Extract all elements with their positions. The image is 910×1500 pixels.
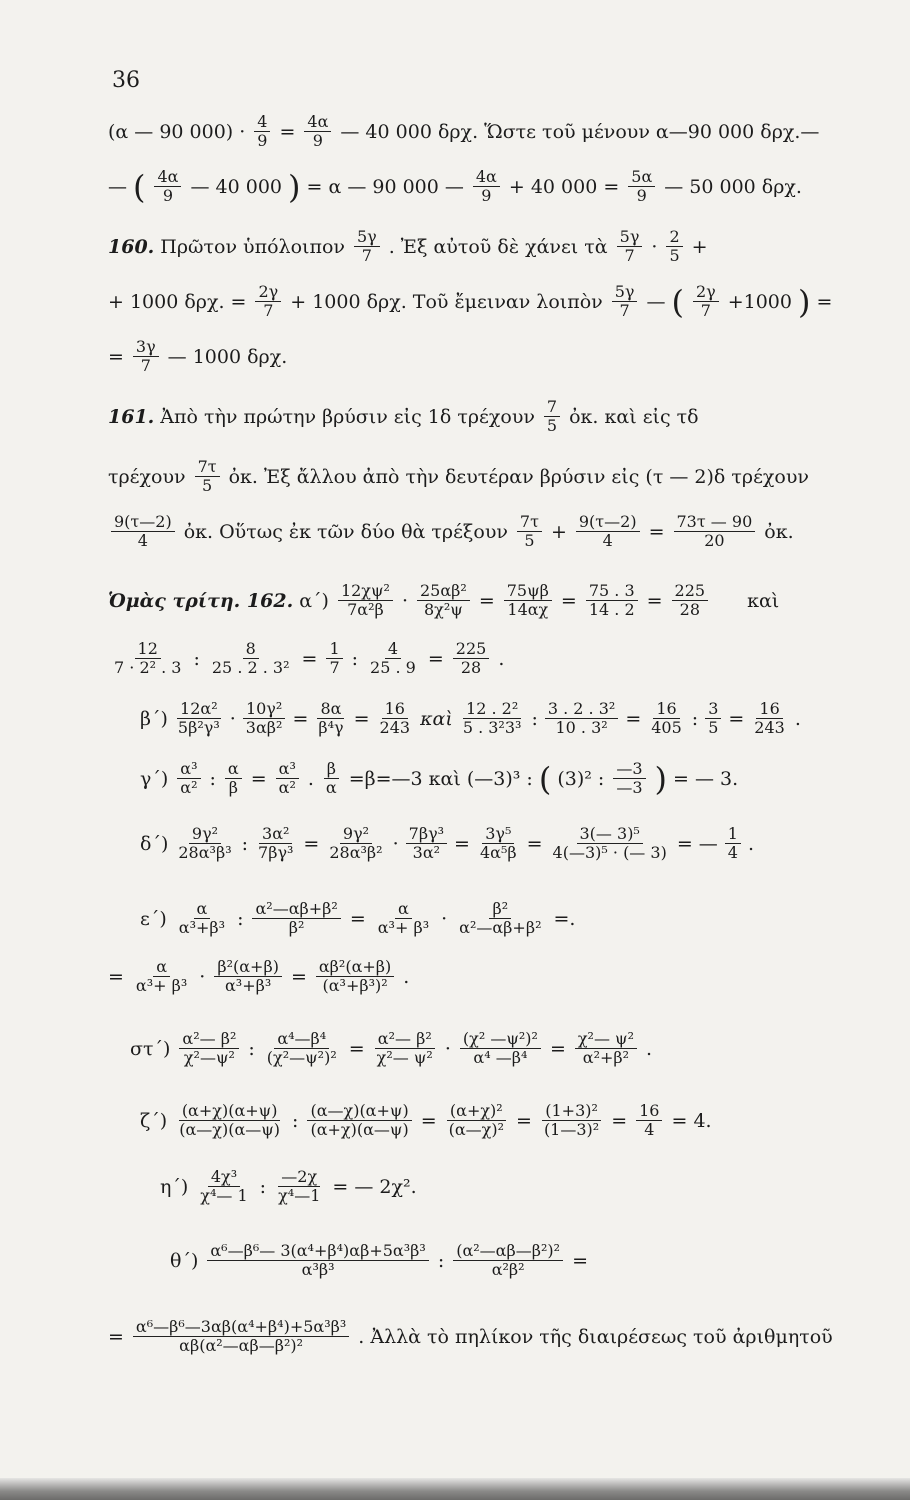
equals: = <box>349 907 366 930</box>
paren: ( <box>538 759 552 798</box>
equals: = <box>516 1109 532 1132</box>
colon: : <box>241 832 249 855</box>
text: (α — 90 000) · <box>108 120 246 143</box>
text: — <box>646 290 666 313</box>
fraction: $\frac{16}{4}$ <box>636 1102 662 1140</box>
text: + 1000 δρχ. Τοῦ ἔμειναν λοιπὸν <box>290 290 603 313</box>
colon: : <box>691 707 699 730</box>
fraction: $\frac{\alpha}{\text{α³+β³}}$ <box>178 899 226 938</box>
line-14 <box>140 900 890 938</box>
fraction: $\frac{5\gamma}{7}$ <box>354 228 380 266</box>
equals: = <box>646 589 663 612</box>
equals: = <box>108 1325 124 1348</box>
line-9 <box>108 582 890 620</box>
fraction: $\frac{8}{\text{25 . 2 . 3²}}$ <box>211 639 290 678</box>
fraction: $\frac{4}{9}$ <box>254 113 270 151</box>
fraction: $\frac{\text{10γ²}}{\text{3αβ²}}$ <box>243 700 286 738</box>
line-7 <box>108 458 890 496</box>
text: — <box>108 175 127 198</box>
text: Πρῶτον ὑπόλοιπον <box>160 235 345 258</box>
text: + 1000 δρχ. = <box>108 290 247 313</box>
paren: ) <box>797 282 811 321</box>
fraction: $\frac{\text{(χ² —ψ²)²}}{\text{α⁴ —β⁴}}$ <box>460 1030 541 1068</box>
fraction: $\frac{—3}{—3}$ <box>613 760 645 798</box>
colon: : <box>193 647 200 670</box>
part-label: γ΄) <box>140 767 169 790</box>
dot: · <box>229 707 236 730</box>
fraction: $\frac{\text{3α²}}{\text{7βγ³}}$ <box>258 824 294 863</box>
problem-label: 161. <box>108 405 155 428</box>
fraction: $\frac{\text{3 . 2 . 3²}}{\text{10 . 3²}}$ <box>545 700 618 738</box>
fraction: $\frac{4\alpha}{9}$ <box>473 168 500 206</box>
fraction: $\frac{12}{\text{7 · 2² . 3}}$ <box>114 639 182 678</box>
paren: ( <box>133 167 146 206</box>
fraction: $\frac{8\alpha}{\text{β⁴γ}}$ <box>318 699 344 738</box>
fraction: $\frac{\alpha}{\text{α³+ β³}}$ <box>377 899 430 938</box>
dot: · <box>401 589 408 612</box>
colon: : <box>531 707 538 730</box>
fraction: $\frac{\text{7βγ³}}{\text{3α²}}$ <box>406 825 447 863</box>
fraction: $\frac{73\tau — 90}{20}$ <box>674 513 756 551</box>
line-17 <box>140 1102 890 1140</box>
text: ὀκ. Ἐξ ἄλλου ἀπὸ τὴν δευτέραν βρύσιν εἰς (τ — 2)δ τρέχουν <box>228 465 809 488</box>
fraction: $\frac{7}{5}$ <box>544 398 560 436</box>
text: Ἀπὸ τὴν πρώτην βρύσιν εἰς 1δ τρέχουν <box>160 405 535 428</box>
line-10 <box>108 640 890 678</box>
problem-label: 160. <box>108 235 155 258</box>
equals: = <box>454 832 470 855</box>
fraction: $\frac{\text{(1+3)²}}{\text{(1—3)²}}$ <box>543 1101 600 1140</box>
fraction: $\frac{(\alpha+\chi)(\alpha+\psi)}{(\alpha—\chi)(\alpha—\psi)}$ <box>179 1101 281 1140</box>
fraction: $\frac{\beta}{\alpha}$ <box>323 760 340 798</box>
text: . <box>794 707 801 730</box>
equals: = <box>290 965 307 988</box>
equals: = <box>427 647 444 670</box>
fraction: $\frac{(\alpha—\chi)(\alpha+\psi)}{(\alpha+\chi)(\alpha—\psi)}$ <box>307 1102 411 1140</box>
line-1 <box>108 113 890 151</box>
fraction: $\frac{\text{12α²}}{\text{5β²γ³}}$ <box>177 699 220 738</box>
text: ὀκ. καὶ εἰς τδ <box>569 405 699 428</box>
text: . <box>403 965 410 988</box>
equals: = <box>353 707 370 730</box>
fraction: $\frac{\alpha}{\beta}$ <box>225 760 242 798</box>
page-number: 36 <box>112 68 140 93</box>
fraction: $\frac{\text{αβ²(α+β)}}{\text{(α³+β³)²}}$ <box>316 958 394 996</box>
fraction: $\frac{75\psi\beta}{14\alpha\chi}$ <box>504 582 552 620</box>
fraction: $\frac{7\tau}{5}$ <box>517 513 542 551</box>
part-label: στ΄) <box>130 1037 171 1060</box>
equals: = <box>526 832 543 855</box>
equals: = <box>292 707 309 730</box>
equals: = — <box>676 832 718 855</box>
part-label: β΄) <box>140 707 168 730</box>
line-5 <box>108 338 890 376</box>
line-6 <box>108 398 890 436</box>
text: + 40 000 = <box>508 175 620 198</box>
equals: = <box>348 1037 365 1060</box>
fraction: $\frac{4}{25 . 9}$ <box>370 639 416 678</box>
line-2 <box>108 168 890 206</box>
dot: · <box>199 965 206 988</box>
line-3 <box>108 228 890 266</box>
line-15 <box>108 958 890 996</box>
fraction: $\frac{\text{12χψ²}}{\text{7α²β}}$ <box>338 582 393 620</box>
fraction: $\frac{75 . 3}{14 . 2}$ <box>586 582 638 620</box>
fraction: $\frac{\text{α⁴—β⁴}}{\text{(χ²—ψ²)²}}$ <box>266 1029 337 1068</box>
part-label: ζ΄) <box>140 1109 168 1132</box>
part-label: θ΄) <box>170 1249 199 1272</box>
fraction: $\frac{\text{β²(α+β)}}{\text{α³+β³}}$ <box>214 958 282 996</box>
text: + <box>691 235 708 258</box>
line-20 <box>108 1318 890 1356</box>
colon: : <box>437 1249 445 1272</box>
line-19 <box>170 1242 890 1280</box>
plus: + <box>550 520 567 543</box>
fraction: $\frac{3}{5}$ <box>705 700 721 738</box>
part-label: ε΄) <box>140 907 167 930</box>
fraction: $\frac{9(\tau—2)}{4}$ <box>576 513 640 551</box>
fraction: $\frac{5\gamma}{7}$ <box>617 228 643 266</box>
text: — 50 000 δρχ. <box>664 175 802 198</box>
colon: : <box>209 767 216 790</box>
fraction: $\frac{\text{4χ³}}{\text{χ⁴— 1}}$ <box>200 1167 248 1206</box>
colon: : <box>351 647 359 670</box>
fraction: $\frac{\text{9γ²}}{\text{28α³β²}}$ <box>329 824 383 863</box>
text: καὶ <box>420 707 453 730</box>
fraction: $\frac{1}{4}$ <box>725 825 741 863</box>
line-18 <box>160 1168 890 1206</box>
text: =β=—3 καὶ (—3)³ : <box>348 767 533 790</box>
colon: : <box>259 1175 267 1198</box>
equals: = <box>549 1037 566 1060</box>
fraction: $\frac{16}{243}$ <box>754 699 785 738</box>
text: = <box>816 290 833 313</box>
fraction: $\frac{16}{243}$ <box>379 699 411 738</box>
equals: = <box>478 589 495 612</box>
line-8 <box>108 513 890 551</box>
line-16 <box>130 1030 890 1068</box>
equals: = <box>728 707 745 730</box>
line-11 <box>140 700 890 738</box>
fraction: $\frac{\text{3γ⁵}}{\text{4α⁵β}}$ <box>479 824 517 863</box>
fraction: $\frac{\text{(α²—αβ—β²)²}}{\text{α²β²}}$ <box>453 1242 563 1280</box>
text: = — 2χ². <box>332 1175 417 1198</box>
fraction: $\frac{\text{25αβ²}}{\text{8χ²ψ}}$ <box>417 582 470 620</box>
equals: = <box>560 589 577 612</box>
text: ὀκ. <box>764 520 794 543</box>
dot: · <box>392 832 399 855</box>
dot: · <box>444 1037 451 1060</box>
fraction: $\frac{\text{α²— β²}}{\text{χ²— ψ²}}$ <box>376 1029 433 1068</box>
fraction: $\frac{\text{3(— 3)⁵}}{\text{4(—3)⁵ · (— 3)}}$ <box>552 824 667 863</box>
fraction: $\frac{\text{α³}}{\text{α²}}$ <box>276 760 299 798</box>
line-4 <box>108 283 890 321</box>
fraction: $\frac{2\gamma}{7}$ <box>693 283 719 321</box>
colon: : <box>248 1037 255 1060</box>
text: τρέχουν <box>108 465 186 488</box>
text: = 4. <box>671 1109 712 1132</box>
scan-edge <box>0 1478 910 1500</box>
equals: = <box>420 1109 437 1132</box>
part-label: δ΄) <box>140 832 169 855</box>
text: . Ἐξ αὐτοῦ δὲ χάνει τὰ <box>388 235 608 258</box>
equals: = <box>301 647 318 670</box>
fraction: $\frac{\text{12 . 2²}}{\text{5 . 3²3³}}$ <box>462 699 522 738</box>
fraction: $\frac{4\alpha}{9}$ <box>154 168 181 206</box>
paren: ) <box>288 167 301 206</box>
part-label: α΄) <box>299 589 329 612</box>
fraction: $\frac{5\alpha}{9}$ <box>628 168 655 206</box>
fraction: $\frac{2\gamma}{7}$ <box>255 283 281 321</box>
fraction: $\frac{5\gamma}{7}$ <box>612 283 638 321</box>
equals: =. <box>553 907 576 930</box>
line-12 <box>140 760 890 798</box>
dot: . <box>307 767 314 790</box>
fraction: $\frac{4\alpha}{9}$ <box>304 113 331 151</box>
fraction: $\frac{\text{χ²— ψ²}}{\text{α²+β²}}$ <box>575 1030 637 1068</box>
equals: = <box>303 832 320 855</box>
text: (3)² : <box>557 767 605 790</box>
fraction: $\frac{\text{α²—αβ+β²}}{\text{β²}}$ <box>252 900 340 938</box>
fraction: $\frac{—2\chi}{\text{χ⁴—1}}$ <box>278 1167 321 1206</box>
text: +1000 <box>727 290 792 313</box>
line-13 <box>140 825 890 863</box>
equals: = <box>108 965 124 988</box>
fraction: $\frac{\text{α³}}{\text{α²}}$ <box>177 760 200 798</box>
equals: = <box>625 707 642 730</box>
equals: = <box>648 520 665 543</box>
colon: : <box>292 1109 299 1132</box>
dot: · <box>441 907 448 930</box>
equals: = <box>250 767 267 790</box>
fraction: $\frac{9(\tau—2)}{4}$ <box>111 513 175 551</box>
fraction: $\frac{\text{α⁶—β⁶—3αβ(α⁴+β⁴)+5α³β³}}{\text{αβ(α²—αβ—β²)²}}$ <box>133 1318 349 1356</box>
text: . Ἀλλὰ τὸ πηλίκον τῆς διαιρέσεως τοῦ ἀριθμητοῦ <box>358 1325 833 1348</box>
text: = — 3. <box>672 767 739 790</box>
fraction: $\frac{\text{9γ²}}{\text{28α³β³}}$ <box>178 824 232 863</box>
text: ὀκ. Οὕτως ἐκ τῶν δύο θὰ τρέξουν <box>183 520 508 543</box>
text: . <box>498 647 505 670</box>
text: καὶ <box>747 589 780 612</box>
equals: = <box>279 120 296 143</box>
equals: = <box>572 1249 588 1272</box>
fraction: $\frac{\text{(α+χ)²}}{\text{(α—χ)²}}$ <box>448 1101 505 1140</box>
fraction: $\frac{\text{α²— β²}}{\text{χ²—ψ²}}$ <box>179 1030 239 1068</box>
paren: ) <box>654 759 667 798</box>
section-label: Ὁμὰς τρίτη. 162. <box>108 589 294 612</box>
fraction: $\frac{\text{β²}}{\text{α²—αβ+β²}}$ <box>459 899 542 938</box>
fraction: $\frac{\alpha}{\text{α³+ β³}}$ <box>135 957 188 996</box>
text: — 1000 δρχ. <box>167 345 288 368</box>
fraction: $\frac{3\gamma}{7}$ <box>133 338 159 376</box>
text: — 40 000 <box>190 175 282 198</box>
fraction: $\frac{225}{28}$ <box>453 640 490 678</box>
text: = α — 90 000 — <box>306 175 464 198</box>
paren: ( <box>671 282 684 321</box>
text: = <box>108 345 124 368</box>
equals: = <box>611 1109 628 1132</box>
part-label: η΄) <box>160 1175 189 1198</box>
colon: : <box>237 907 244 930</box>
text: . <box>646 1037 653 1060</box>
fraction: $\frac{\text{α⁶—β⁶— 3(α⁴+β⁴)αβ+5α³β³}}{\text{α³β³}}$ <box>207 1242 428 1280</box>
text: — 40 000 δρχ. Ὥστε τοῦ μένουν α—90 000 δρχ.— <box>340 120 820 143</box>
fraction: $\frac{225}{28}$ <box>672 582 709 620</box>
fraction: $\frac{2}{5}$ <box>666 228 682 266</box>
text: . <box>747 832 755 855</box>
fraction: $\frac{1}{7}$ <box>326 640 342 678</box>
fraction: $\frac{16}{405}$ <box>651 699 682 738</box>
fraction: $\frac{7\tau}{5}$ <box>195 458 220 496</box>
dot: · <box>651 235 658 258</box>
